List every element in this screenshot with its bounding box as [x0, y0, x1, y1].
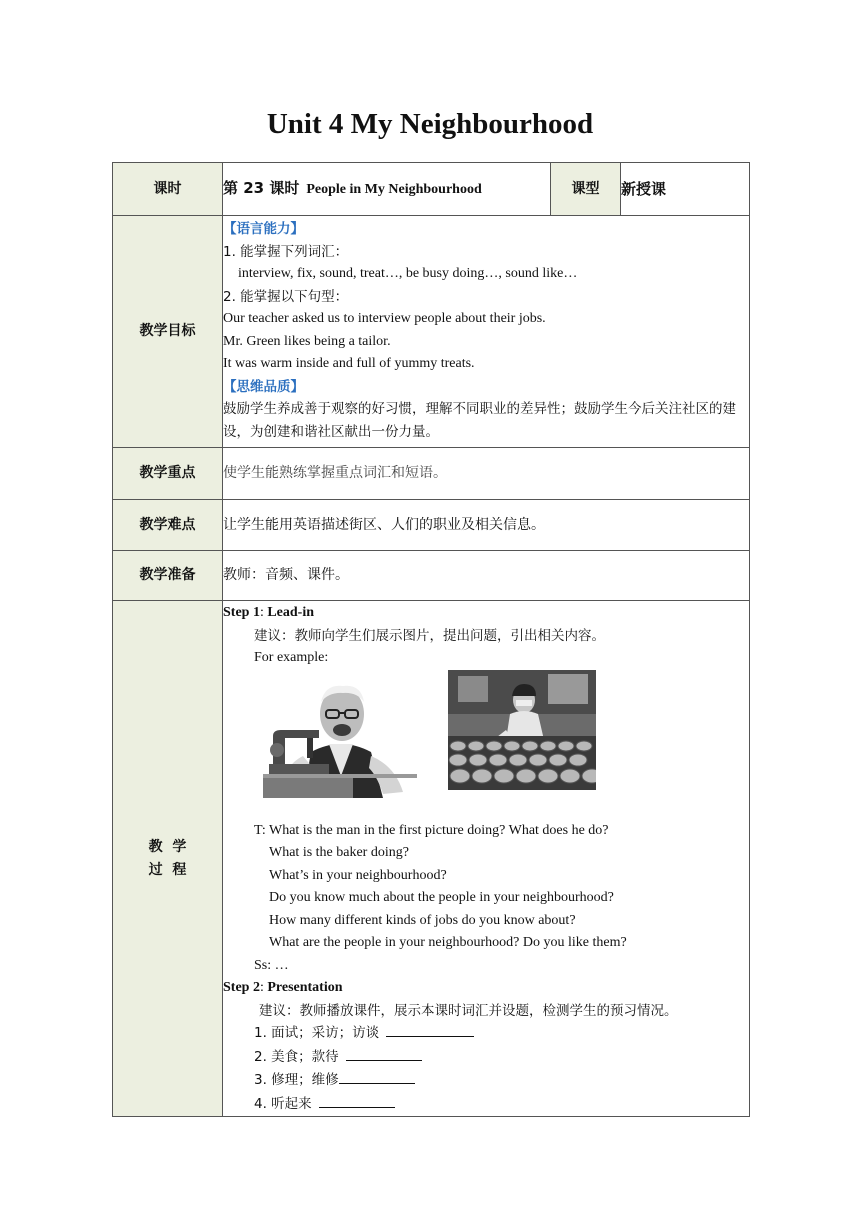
exercise-1-text: 1. 面试；采访；访谈	[254, 1025, 380, 1041]
header-row	[113, 163, 750, 216]
exercise-2-blank	[346, 1046, 422, 1061]
period-number: 第 23 课时	[223, 178, 300, 197]
sentence-3: It was warm inside and full of yummy treats.	[223, 356, 475, 371]
process-label-bottom: 过 程	[148, 861, 187, 878]
lesson-plan-table	[112, 162, 750, 1117]
exercise-4-text: 4. 听起来	[254, 1095, 312, 1112]
tailor-photo	[263, 680, 417, 798]
exercise-2	[223, 1046, 749, 1070]
step2-heading: Step 2: Presentation	[223, 980, 343, 995]
period-label: 课时	[113, 163, 223, 216]
difficulties-label: 教学难点	[113, 500, 223, 551]
sentence-1: Our teacher asked us to interview people about their jobs.	[223, 311, 546, 326]
example-pictures	[223, 674, 749, 816]
students-response: Ss: …	[254, 957, 289, 973]
objective-item-2: 2. 能掌握以下句型：	[223, 288, 349, 305]
exercise-4-blank	[319, 1093, 395, 1108]
exercise-1	[223, 1022, 749, 1046]
baker-photo	[448, 670, 596, 790]
difficulties-text: 让学生能用英语描述街区、人们的职业及相关信息。	[223, 500, 750, 551]
objective-item-1: 1. 能掌握下列词汇：	[223, 243, 349, 260]
step1-suggestion: 建议：教师向学生们展示图片，提出问题，引出相关内容。	[254, 627, 605, 644]
key-points-text: 使学生能熟练掌握重点词汇和短语。	[223, 448, 750, 500]
process-row	[113, 601, 750, 1117]
step1-heading: Step 1: Lead-in	[223, 605, 315, 620]
dialogue-line-2: What’s in your neighbourhood?	[269, 867, 447, 883]
dialogue-line-4: How many different kinds of jobs do you know about?	[269, 912, 576, 928]
preparation-text: 教师：音频、课件。	[223, 551, 750, 601]
preparation-label: 教学准备	[113, 551, 223, 601]
period-title: People in My Neighbourhood	[306, 181, 482, 197]
objectives-content	[223, 216, 750, 448]
key-points-row	[113, 448, 750, 500]
step2-suggestion: 建议：教师播放课件，展示本课时词汇并设题，检测学生的预习情况。	[259, 1002, 678, 1019]
dialogue-line-0: T: What is the man in the first picture doing? What does he do?	[254, 822, 609, 838]
preparation-row	[113, 551, 750, 601]
objectives-label: 教学目标	[113, 216, 223, 448]
step2-title: Presentation	[267, 980, 343, 995]
sentence-2: Mr. Green likes being a tailor.	[223, 333, 391, 349]
process-content	[223, 601, 750, 1117]
step2-label: Step 2	[223, 980, 260, 995]
dialogue-line-1: What is the baker doing?	[269, 845, 409, 860]
period-value	[223, 163, 551, 216]
key-points-label: 教学重点	[113, 448, 223, 500]
vocab-list: interview, fix, sound, treat…, be busy doing…, sound like…	[238, 266, 578, 281]
thinking-heading: 【思维品质】	[223, 378, 304, 395]
exercise-1-blank	[386, 1022, 474, 1037]
step1-label: Step 1	[223, 605, 260, 620]
difficulties-row	[113, 500, 750, 551]
exercise-3	[223, 1069, 749, 1093]
type-value: 新授课	[621, 163, 750, 216]
step1-example: For example:	[254, 650, 329, 665]
dialogue-line-5: What are the people in your neighbourhood? Do you like them?	[269, 935, 627, 950]
exercise-2-text: 2. 美食；款待	[254, 1048, 339, 1065]
exercise-4	[223, 1093, 749, 1117]
exercise-3-text: 3. 修理；维修	[254, 1072, 339, 1088]
process-label	[113, 601, 223, 1117]
document-title: Unit 4 My Neighbourhood	[266, 108, 594, 140]
thinking-text: 鼓励学生养成善于观察的好习惯，理解不同职业的差异性；鼓励学生今后关注社区的建设，为创建和谐社区献出一份力量。	[223, 401, 736, 440]
type-label: 课型	[551, 163, 621, 216]
process-label-top: 教 学	[148, 839, 187, 855]
language-heading: 【语言能力】	[223, 221, 304, 237]
objectives-row	[113, 216, 750, 448]
dialogue-line-3: Do you know much about the people in your neighbourhood?	[269, 890, 614, 905]
step1-title: Lead-in	[267, 605, 315, 620]
exercise-3-blank	[339, 1069, 415, 1084]
